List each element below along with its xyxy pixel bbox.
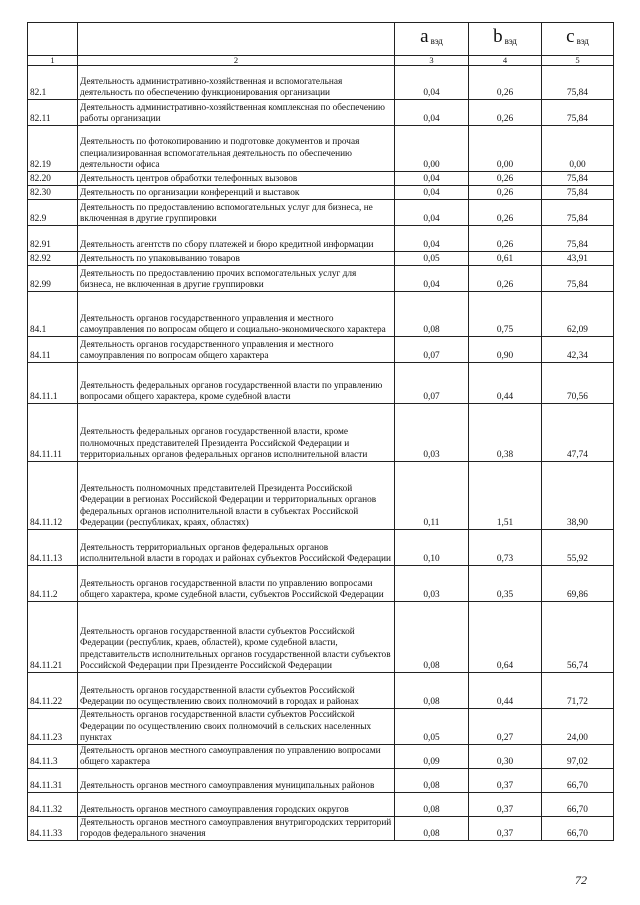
coefficient-a-cell: 0,04 (395, 66, 469, 100)
okved-code-cell: 82.9 (28, 200, 78, 226)
table-row (28, 817, 614, 841)
header-a-subscript: вэд (430, 35, 443, 46)
activity-name-cell: Деятельность органов государственной власти субъектов Российской Федерации по осуществлению своих полномочий в сельских населенных пунктах (78, 709, 395, 745)
coefficient-b-cell: 0,73 (469, 530, 542, 566)
table-row (28, 530, 614, 566)
coefficient-a-cell: 0,04 (395, 186, 469, 200)
column-number: 5 (542, 56, 614, 66)
okved-code-cell: 84.11.32 (28, 793, 78, 817)
okved-code-cell: 84.11.31 (28, 769, 78, 793)
page-number: 72 (575, 873, 587, 887)
table-row (28, 126, 614, 172)
activity-name-cell: Деятельность центров обработки телефонных вызовов (78, 172, 395, 186)
activity-name-cell: Деятельность агентств по сбору платежей и бюро кредитной информации (78, 226, 395, 252)
table-row (28, 337, 614, 363)
activity-name-cell: Деятельность органов государственной власти субъектов Российской Федерации по осуществлению своих полномочий в городах и районах (78, 673, 395, 709)
header-cell-name (78, 23, 395, 56)
okved-code-cell: 84.11.23 (28, 709, 78, 745)
coefficient-c-cell: 75,84 (542, 66, 614, 100)
coefficient-c-cell: 62,09 (542, 292, 614, 337)
okved-code-cell: 84.1 (28, 292, 78, 337)
coefficient-a-cell: 0,08 (395, 793, 469, 817)
activity-name-cell: Деятельность федеральных органов государственной власти по управлению вопросами общего характера, кроме судебной власти (78, 363, 395, 404)
coefficient-b-cell: 1,51 (469, 462, 542, 530)
coefficient-a-cell: 0,05 (395, 252, 469, 266)
okved-code-cell: 82.91 (28, 226, 78, 252)
coefficient-c-cell: 0,00 (542, 126, 614, 172)
okved-code-cell: 82.99 (28, 266, 78, 292)
coefficient-c-cell: 66,70 (542, 793, 614, 817)
coefficient-b-cell: 0,37 (469, 793, 542, 817)
coefficient-c-cell: 43,91 (542, 252, 614, 266)
header-c-symbol: c (566, 25, 575, 47)
table-row (28, 292, 614, 337)
table-row (28, 172, 614, 186)
column-number: 3 (395, 56, 469, 66)
table-row (28, 793, 614, 817)
coefficient-a-cell: 0,04 (395, 100, 469, 126)
okved-code-cell: 84.11.3 (28, 745, 78, 769)
table-row (28, 769, 614, 793)
okved-code-cell: 82.1 (28, 66, 78, 100)
okved-code-cell: 84.11.12 (28, 462, 78, 530)
table-row (28, 745, 614, 769)
okved-code-cell: 82.11 (28, 100, 78, 126)
activity-name-cell: Деятельность административно-хозяйственная и вспомогательная деятельность по обеспечению функционирования организации (78, 66, 395, 100)
column-number: 1 (28, 56, 78, 66)
activity-name-cell: Деятельность по организации конференций и выставок (78, 186, 395, 200)
coefficient-b-cell: 0,37 (469, 817, 542, 841)
coefficient-a-cell: 0,08 (395, 673, 469, 709)
coefficient-c-cell: 71,72 (542, 673, 614, 709)
table-row (28, 602, 614, 673)
okved-code-cell: 84.11.22 (28, 673, 78, 709)
coefficient-c-cell: 66,70 (542, 769, 614, 793)
header-b-subscript: вэд (504, 35, 517, 46)
table-row (28, 404, 614, 462)
activity-name-cell: Деятельность по фотокопированию и подготовке документов и прочая специализированная вспомогательная деятельность по обеспечению деятельности офиса (78, 126, 395, 172)
activity-name-cell: Деятельность органов местного самоуправления муниципальных районов (78, 769, 395, 793)
coefficient-b-cell: 0,30 (469, 745, 542, 769)
header-cell-c (542, 23, 614, 56)
coefficient-c-cell: 24,00 (542, 709, 614, 745)
okved-code-cell: 82.19 (28, 126, 78, 172)
okved-code-cell: 82.20 (28, 172, 78, 186)
coefficient-c-cell: 75,84 (542, 200, 614, 226)
coefficient-c-cell: 69,86 (542, 566, 614, 602)
coefficient-b-cell: 0,38 (469, 404, 542, 462)
okved-code-cell: 84.11.13 (28, 530, 78, 566)
coefficient-a-cell: 0,10 (395, 530, 469, 566)
table-row (28, 363, 614, 404)
okved-code-cell: 84.11.1 (28, 363, 78, 404)
coefficient-a-cell: 0,00 (395, 126, 469, 172)
coefficient-b-cell: 0,90 (469, 337, 542, 363)
coefficient-b-cell: 0,44 (469, 363, 542, 404)
coefficient-a-cell: 0,03 (395, 404, 469, 462)
column-number: 2 (78, 56, 395, 66)
activity-name-cell: Деятельность территориальных органов федеральных органов исполнительной власти в городах и районах субъектов Российской Федерации (78, 530, 395, 566)
coefficient-c-cell: 38,90 (542, 462, 614, 530)
coefficient-c-cell: 66,70 (542, 817, 614, 841)
activity-name-cell: Деятельность полномочных представителей Президента Российской Федерации в регионах Российской Федерации и территориальных органов федеральных органов исполнительной власти в субъектах Российской Федерации (республиках, краях, областях) (78, 462, 395, 530)
header-b-symbol: b (493, 25, 503, 47)
coefficient-b-cell: 0,61 (469, 252, 542, 266)
activity-name-cell: Деятельность органов местного самоуправления внутригородских территорий городов федерального значения (78, 817, 395, 841)
table-row (28, 186, 614, 200)
coefficient-b-cell: 0,26 (469, 172, 542, 186)
table-row (28, 566, 614, 602)
coefficient-a-cell: 0,04 (395, 226, 469, 252)
table-row (28, 200, 614, 226)
coefficient-b-cell: 0,26 (469, 200, 542, 226)
activity-name-cell: Деятельность органов местного самоуправления по управлению вопросами общего характера (78, 745, 395, 769)
activity-name-cell: Деятельность органов государственного управления и местного самоуправления по вопросам общего характера (78, 337, 395, 363)
coefficient-b-cell: 0,35 (469, 566, 542, 602)
coefficient-a-cell: 0,11 (395, 462, 469, 530)
coefficient-a-cell: 0,07 (395, 337, 469, 363)
activity-name-cell: Деятельность органов государственной власти субъектов Российской Федерации (республик, краев, областей), кроме судебной власти, представительств исполнительных органов государственной власти субъектов Российской Федерации при Президенте Российской Федерации (78, 602, 395, 673)
column-number: 4 (469, 56, 542, 66)
table-row (28, 266, 614, 292)
coefficient-a-cell: 0,04 (395, 200, 469, 226)
coefficient-b-cell: 0,26 (469, 186, 542, 200)
coefficient-a-cell: 0,08 (395, 817, 469, 841)
header-cell-b (469, 23, 542, 56)
table-row (28, 462, 614, 530)
coefficient-c-cell: 42,34 (542, 337, 614, 363)
activity-name-cell: Деятельность по упаковыванию товаров (78, 252, 395, 266)
coefficient-a-cell: 0,07 (395, 363, 469, 404)
coefficient-c-cell: 55,92 (542, 530, 614, 566)
coefficient-b-cell: 0,44 (469, 673, 542, 709)
table-row (28, 100, 614, 126)
okved-code-cell: 84.11 (28, 337, 78, 363)
activity-name-cell: Деятельность органов местного самоуправления городских округов (78, 793, 395, 817)
table-row (28, 66, 614, 100)
coefficient-b-cell: 0,64 (469, 602, 542, 673)
coefficient-b-cell: 0,75 (469, 292, 542, 337)
column-number-row (28, 56, 614, 66)
coefficient-a-cell: 0,03 (395, 566, 469, 602)
coefficient-a-cell: 0,05 (395, 709, 469, 745)
coefficient-a-cell: 0,09 (395, 745, 469, 769)
coefficient-b-cell: 0,26 (469, 100, 542, 126)
coefficients-table (27, 22, 614, 841)
coefficient-b-cell: 0,26 (469, 266, 542, 292)
coefficient-c-cell: 56,74 (542, 602, 614, 673)
activity-name-cell: Деятельность федеральных органов государственной власти, кроме полномочных представителей Президента Российской Федерации и территориальных органов федеральных органов исполнительной власти (78, 404, 395, 462)
coefficient-b-cell: 0,00 (469, 126, 542, 172)
coefficient-c-cell: 75,84 (542, 100, 614, 126)
header-a-symbol: a (420, 25, 429, 47)
table-header-row (28, 23, 614, 56)
coefficient-a-cell: 0,08 (395, 769, 469, 793)
coefficient-a-cell: 0,08 (395, 292, 469, 337)
coefficient-c-cell: 75,84 (542, 226, 614, 252)
header-cell-a (395, 23, 469, 56)
header-cell-code (28, 23, 78, 56)
activity-name-cell: Деятельность по предоставлению прочих вспомогательных услуг для бизнеса, не включенная в другие группировки (78, 266, 395, 292)
activity-name-cell: Деятельность органов государственной власти по управлению вопросами общего характера, кроме судебной власти, субъектов Российской Федерации (78, 566, 395, 602)
activity-name-cell: Деятельность по предоставлению вспомогательных услуг для бизнеса, не включенная в другие группировки (78, 200, 395, 226)
coefficient-c-cell: 70,56 (542, 363, 614, 404)
coefficient-a-cell: 0,08 (395, 602, 469, 673)
okved-code-cell: 84.11.11 (28, 404, 78, 462)
coefficient-c-cell: 97,02 (542, 745, 614, 769)
coefficient-b-cell: 0,26 (469, 226, 542, 252)
coefficient-c-cell: 47,74 (542, 404, 614, 462)
coefficient-c-cell: 75,84 (542, 266, 614, 292)
activity-name-cell: Деятельность административно-хозяйственная комплексная по обеспечению работы организации (78, 100, 395, 126)
okved-code-cell: 84.11.33 (28, 817, 78, 841)
table-row (28, 226, 614, 252)
okved-code-cell: 84.11.2 (28, 566, 78, 602)
header-c-subscript: вэд (576, 35, 589, 46)
coefficient-a-cell: 0,04 (395, 266, 469, 292)
okved-code-cell: 82.92 (28, 252, 78, 266)
table-row (28, 709, 614, 745)
coefficient-a-cell: 0,04 (395, 172, 469, 186)
okved-code-cell: 84.11.21 (28, 602, 78, 673)
activity-name-cell: Деятельность органов государственного управления и местного самоуправления по вопросам общего и социально-экономического характера (78, 292, 395, 337)
okved-code-cell: 82.30 (28, 186, 78, 200)
coefficient-b-cell: 0,37 (469, 769, 542, 793)
coefficient-c-cell: 75,84 (542, 172, 614, 186)
coefficient-b-cell: 0,26 (469, 66, 542, 100)
table-row (28, 252, 614, 266)
table-row (28, 673, 614, 709)
coefficient-c-cell: 75,84 (542, 186, 614, 200)
coefficient-b-cell: 0,27 (469, 709, 542, 745)
